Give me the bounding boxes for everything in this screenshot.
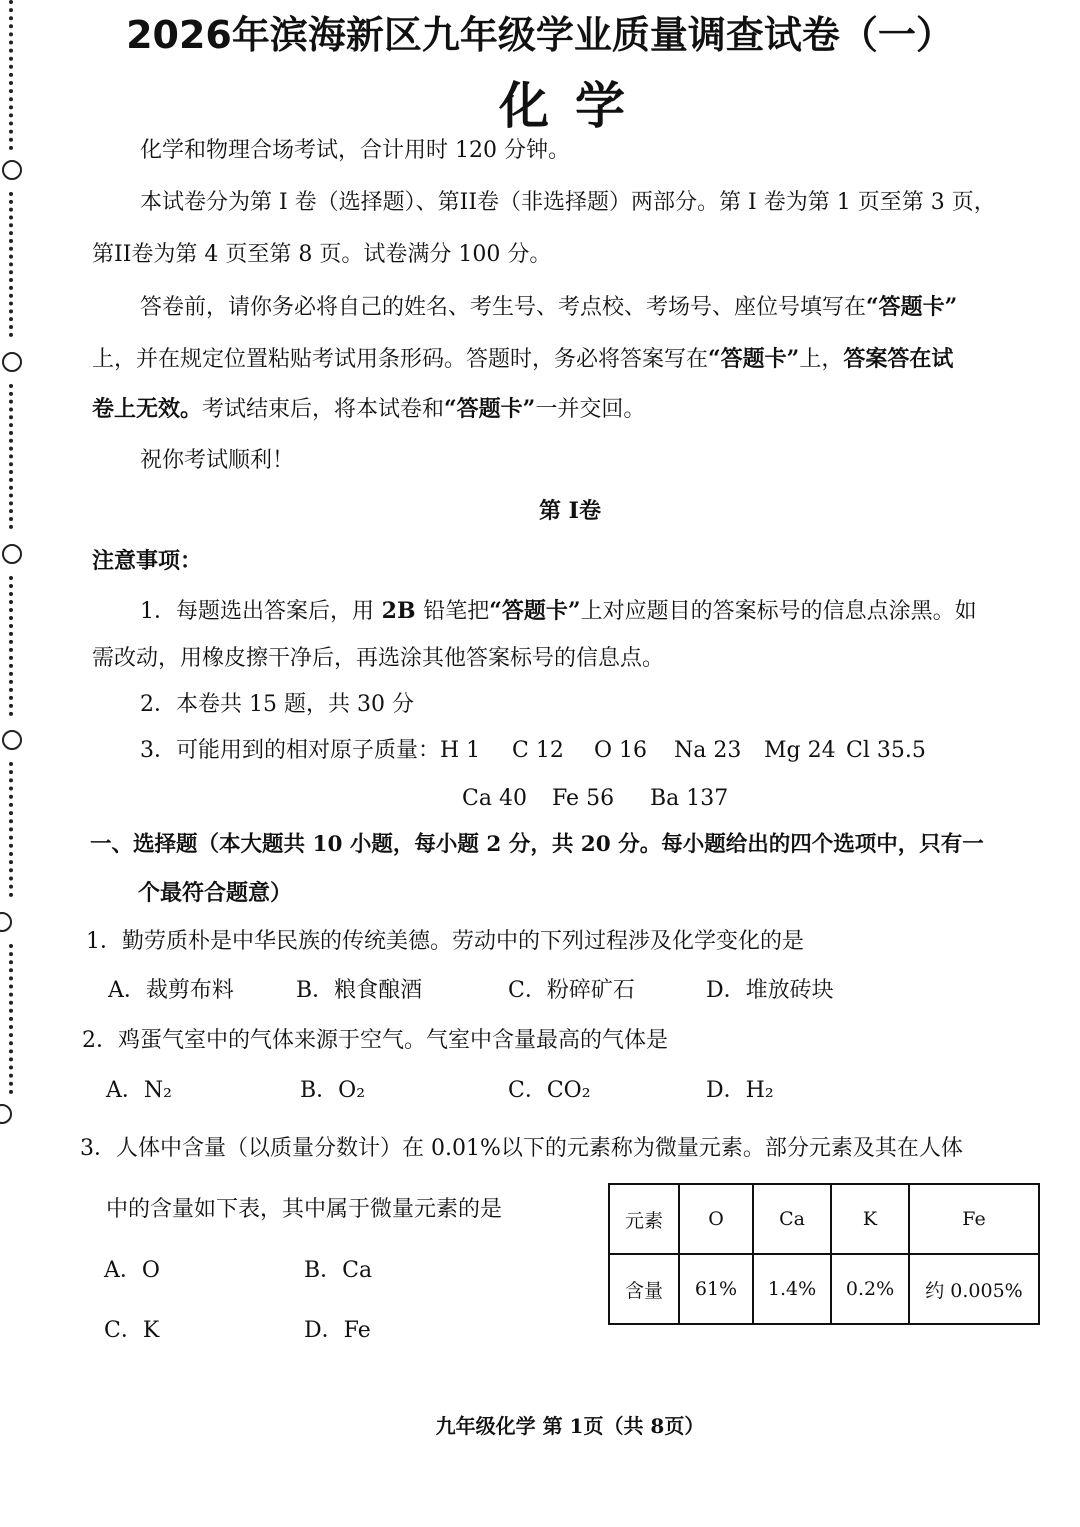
atomic-mass: Fe 56 — [552, 786, 615, 811]
note-text: 1．每题选出答案后，用 — [140, 599, 374, 624]
answer-card-term: “答题卡” — [444, 396, 536, 422]
atomic-mass: O 16 — [594, 738, 648, 763]
intro-line-3b — [92, 344, 953, 375]
question-2-option-c: C．CO₂ — [508, 1078, 591, 1103]
note-text: 上对应题目的答案标号的信息点涂黑。如 — [580, 599, 977, 624]
section-heading: 第 I卷 — [539, 498, 601, 524]
intro-line-3c — [92, 394, 645, 425]
page-footer: 九年级化学 第 1页（共 8页） — [435, 1414, 705, 1438]
table-cell: Fe — [909, 1184, 1039, 1254]
question-2-option-d: D．H₂ — [706, 1078, 774, 1103]
dotted-line — [9, 576, 17, 716]
binding-hole-icon — [2, 160, 22, 180]
table-cell: 含量 — [609, 1254, 679, 1324]
intro-text: 考试结束后，将本试卷和 — [202, 397, 445, 422]
intro-text: 上， — [799, 347, 844, 372]
warning-text: 答案答在试 — [843, 346, 954, 372]
question-3-option-a: A．O — [104, 1258, 160, 1283]
question-1-option-b: B．粮食酿酒 — [296, 978, 423, 1003]
question-1-option-a: A．裁剪布料 — [108, 978, 234, 1003]
atomic-mass: Ba 137 — [650, 786, 729, 811]
note-2: 2．本卷共 15 题，共 30 分 — [140, 692, 414, 717]
atomic-mass: C 12 — [512, 738, 564, 763]
note-1a — [140, 596, 977, 627]
dotted-line — [9, 192, 17, 337]
binding-hole-icon — [2, 544, 22, 564]
question-3-option-d: D．Fe — [304, 1318, 371, 1343]
table-cell: K — [831, 1184, 909, 1254]
question-3-stem-b: 中的含量如下表，其中属于微量元素的是 — [106, 1197, 503, 1222]
question-3-stem-a: 3．人体中含量（以质量分数计）在 0.01%以下的元素称为微量元素。部分元素及其在人体 — [80, 1136, 963, 1161]
dotted-line — [9, 944, 17, 1094]
atomic-mass: Na 23 — [674, 738, 742, 763]
part-1-heading-b: 个最符合题意） — [138, 880, 293, 906]
intro-text: 一并交回。 — [535, 397, 646, 422]
answer-card-term: “答题卡” — [708, 346, 800, 372]
intro-line-2a: 本试卷分为第 I 卷（选择题）、第II卷（非选择题）两部分。第 I 卷为第 1 页至第 3 页， — [140, 190, 996, 215]
question-1-stem: 1．勤劳质朴是中华民族的传统美德。劳动中的下列过程涉及化学变化的是 — [86, 929, 804, 954]
pencil-type: 2B — [374, 598, 424, 624]
notes-title: 注意事项： — [92, 548, 203, 574]
note-text: 铅笔把 — [423, 599, 490, 624]
warning-text: 卷上无效。 — [92, 396, 203, 422]
note-3-label: 3．可能用到的相对原子质量： — [140, 738, 440, 763]
element-content-table — [608, 1183, 1040, 1325]
binding-margin — [0, 0, 26, 1140]
question-3-option-c: C．K — [104, 1318, 160, 1343]
intro-text: 上，并在规定位置粘贴考试用条形码。答题时，务必将答案写在 — [92, 347, 709, 372]
note-1b: 需改动，用橡皮擦干净后，再选涂其他答案标号的信息点。 — [92, 646, 665, 671]
intro-line-3a — [140, 292, 957, 323]
binding-hole-icon — [0, 1104, 12, 1124]
table-cell: O — [679, 1184, 753, 1254]
exam-title: 2026年滨海新区九年级学业质量调查试卷（一） — [126, 13, 954, 57]
atomic-mass: Ca 40 — [462, 786, 527, 811]
table-cell: 61% — [679, 1254, 753, 1324]
atomic-mass: H 1 — [440, 738, 481, 763]
note-3 — [140, 736, 926, 766]
question-2-option-b: B．O₂ — [300, 1078, 366, 1103]
binding-hole-icon — [2, 352, 22, 372]
table-row — [609, 1254, 1039, 1324]
intro-line-2b: 第II卷为第 4 页至第 8 页。试卷满分 100 分。 — [92, 242, 552, 267]
question-2-stem: 2．鸡蛋气室中的气体来源于空气。气室中含量最高的气体是 — [82, 1028, 668, 1053]
binding-hole-icon — [0, 912, 12, 932]
answer-card-term: “答题卡” — [866, 294, 958, 320]
table-cell: 0.2% — [831, 1254, 909, 1324]
question-1-option-d: D．堆放砖块 — [706, 978, 834, 1003]
table-row — [609, 1184, 1039, 1254]
table-cell: 1.4% — [753, 1254, 831, 1324]
part-1-heading-a: 一、选择题（本大题共 10 小题，每小题 2 分，共 20 分。每小题给出的四个选项中，只有一 — [90, 832, 984, 857]
answer-card-term: “答题卡” — [489, 598, 581, 624]
atomic-mass: Cl 35.5 — [846, 738, 926, 763]
intro-line-4: 祝你考试顺利！ — [140, 448, 295, 473]
dotted-line — [9, 762, 17, 897]
table-cell: 约 0.005% — [909, 1254, 1039, 1324]
table-cell: Ca — [753, 1184, 831, 1254]
intro-line-1: 化学和物理合场考试，合计用时 120 分钟。 — [140, 138, 570, 163]
atomic-mass: Mg 24 — [764, 738, 836, 763]
question-3-option-b: B．Ca — [304, 1258, 373, 1283]
intro-text: 答卷前，请你务必将自己的姓名、考生号、考点校、考场号、座位号填写在 — [140, 295, 867, 320]
binding-hole-icon — [2, 730, 22, 750]
subject-title: 化学 — [499, 77, 651, 135]
question-2-option-a: A．N₂ — [106, 1078, 172, 1103]
atomic-mass-row-2 — [462, 784, 728, 814]
table-cell: 元素 — [609, 1184, 679, 1254]
question-1-option-c: C．粉碎矿石 — [508, 978, 635, 1003]
